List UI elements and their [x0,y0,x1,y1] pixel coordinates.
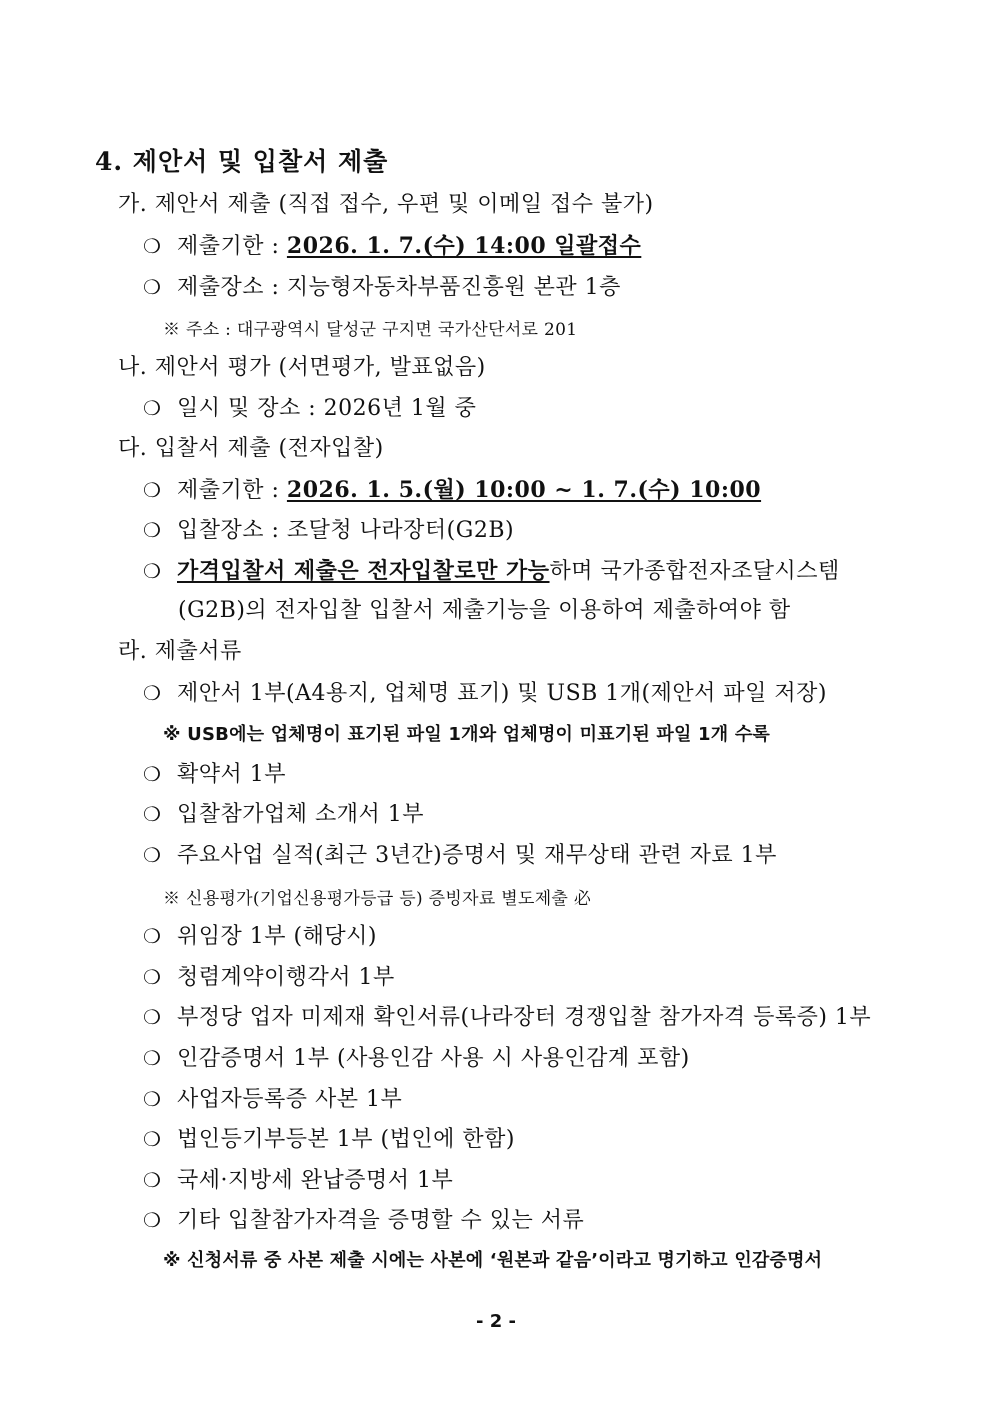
d-item [143,799,424,830]
bullet-icon: ❍ [143,518,162,542]
bullet-icon: ❍ [143,843,162,867]
d-item-text: 입찰참가업체 소개서 1부 [177,802,425,827]
a-address-note: ※ 주소 : 대구광역시 달성군 구지면 국가산단서로 201 [163,320,578,340]
c-price-rest: 하며 국가종합전자조달시스템 [549,559,840,584]
bullet-icon: ❍ [143,1208,162,1232]
c-place-line [143,515,514,546]
a-place: 제출장소 : 지능형자동차부품진흥원 본관 1층 [177,275,621,300]
bullet-icon: ❍ [143,924,162,948]
bullet-icon: ❍ [143,1087,162,1111]
d-item-text: 확약서 1부 [177,762,286,787]
d-item [143,1165,453,1196]
a-deadline-value: 2026. 1. 7.(수) 14:00 일괄접수 [286,233,642,259]
d-item-text: 제안서 1부(A4용지, 업체명 표기) 및 USB 1개(제안서 파일 저장) [177,681,827,706]
a-place-line [143,272,621,303]
d-item [143,678,827,709]
d-item [143,1043,690,1074]
d-item-text: 청렴계약이행각서 1부 [177,965,395,990]
bullet-icon: ❍ [143,1168,162,1192]
bullet-icon: ❍ [143,559,162,583]
d-item [143,759,286,790]
d-item-text: 위임장 1부 (해당시) [177,924,377,949]
d-item-text: 사업자등록증 사본 1부 [177,1087,403,1112]
bullet-icon: ❍ [143,1127,162,1151]
d-item-text: 부정당 업자 미제재 확인서류(나라장터 경쟁입찰 참가자격 등록증) 1부 [177,1005,872,1030]
d-item [143,921,377,952]
d-item [143,1002,871,1033]
bullet-icon: ❍ [143,396,162,420]
subsection-c-heading: 다. 입찰서 제출 (전자입찰) [118,436,384,461]
bullet-icon: ❍ [143,478,162,502]
subsection-a-heading: 가. 제안서 제출 (직접 접수, 우편 및 이메일 접수 불가) [118,192,654,217]
d-item-text: 법인등기부등본 1부 (법인에 한함) [177,1127,515,1152]
d-item [143,1124,515,1155]
c-price-emphasis: 가격입찰서 제출은 전자입찰로만 가능 [177,558,550,584]
subsection-d-heading: 라. 제출서류 [118,639,242,664]
d-usb-note: ※ USB에는 업체명이 표기된 파일 1개와 업체명이 미표기된 파일 1개 수록 [163,724,770,745]
bullet-icon: ❍ [143,1046,162,1070]
c-deadline-value: 2026. 1. 5.(월) 10:00 ~ 1. 7.(수) 10:00 [286,477,762,503]
subsection-b-heading: 나. 제안서 평가 (서면평가, 발표없음) [118,355,486,380]
c-deadline-label: 제출기한 : [177,478,287,503]
b-schedule: 일시 및 장소 : 2026년 1월 중 [177,396,477,421]
c-price-continuation: (G2B)의 전자입찰 입찰서 제출기능을 이용하여 제출하여야 함 [178,598,791,623]
d-item-text: 주요사업 실적(최근 3년간)증명서 및 재무상태 관련 자료 1부 [177,843,777,868]
d-copy-note: ※ 신청서류 중 사본 제출 시에는 사본에 ‘원본과 같음’이라고 명기하고 인감증명서 [163,1250,823,1271]
a-deadline-label: 제출기한 : [177,234,287,259]
bullet-icon: ❍ [143,802,162,826]
b-schedule-line [143,393,476,424]
c-deadline-line [143,475,761,506]
bullet-icon: ❍ [143,965,162,989]
bullet-icon: ❍ [143,275,162,299]
c-price-line [143,556,840,587]
d-credit-note: ※ 신용평가(기업신용평가등급 등) 증빙자료 별도제출 必 [163,889,592,909]
bullet-icon: ❍ [143,681,162,705]
page-number: - 2 - [476,1311,516,1332]
bullet-icon: ❍ [143,234,162,258]
d-item [143,962,395,993]
d-item-text: 기타 입찰참가자격을 증명할 수 있는 서류 [177,1208,585,1233]
d-item [143,1084,402,1115]
c-place: 입찰장소 : 조달청 나라장터(G2B) [177,518,515,543]
bullet-icon: ❍ [143,762,162,786]
section-title: 4. 제안서 및 입찰서 제출 [95,147,389,176]
bullet-icon: ❍ [143,1005,162,1029]
d-item-text: 인감증명서 1부 (사용인감 사용 시 사용인감계 포함) [177,1046,690,1071]
a-deadline-line [143,231,641,262]
d-item-text: 국세·지방세 완납증명서 1부 [177,1168,454,1193]
d-item [143,1205,584,1236]
d-item [143,840,777,871]
